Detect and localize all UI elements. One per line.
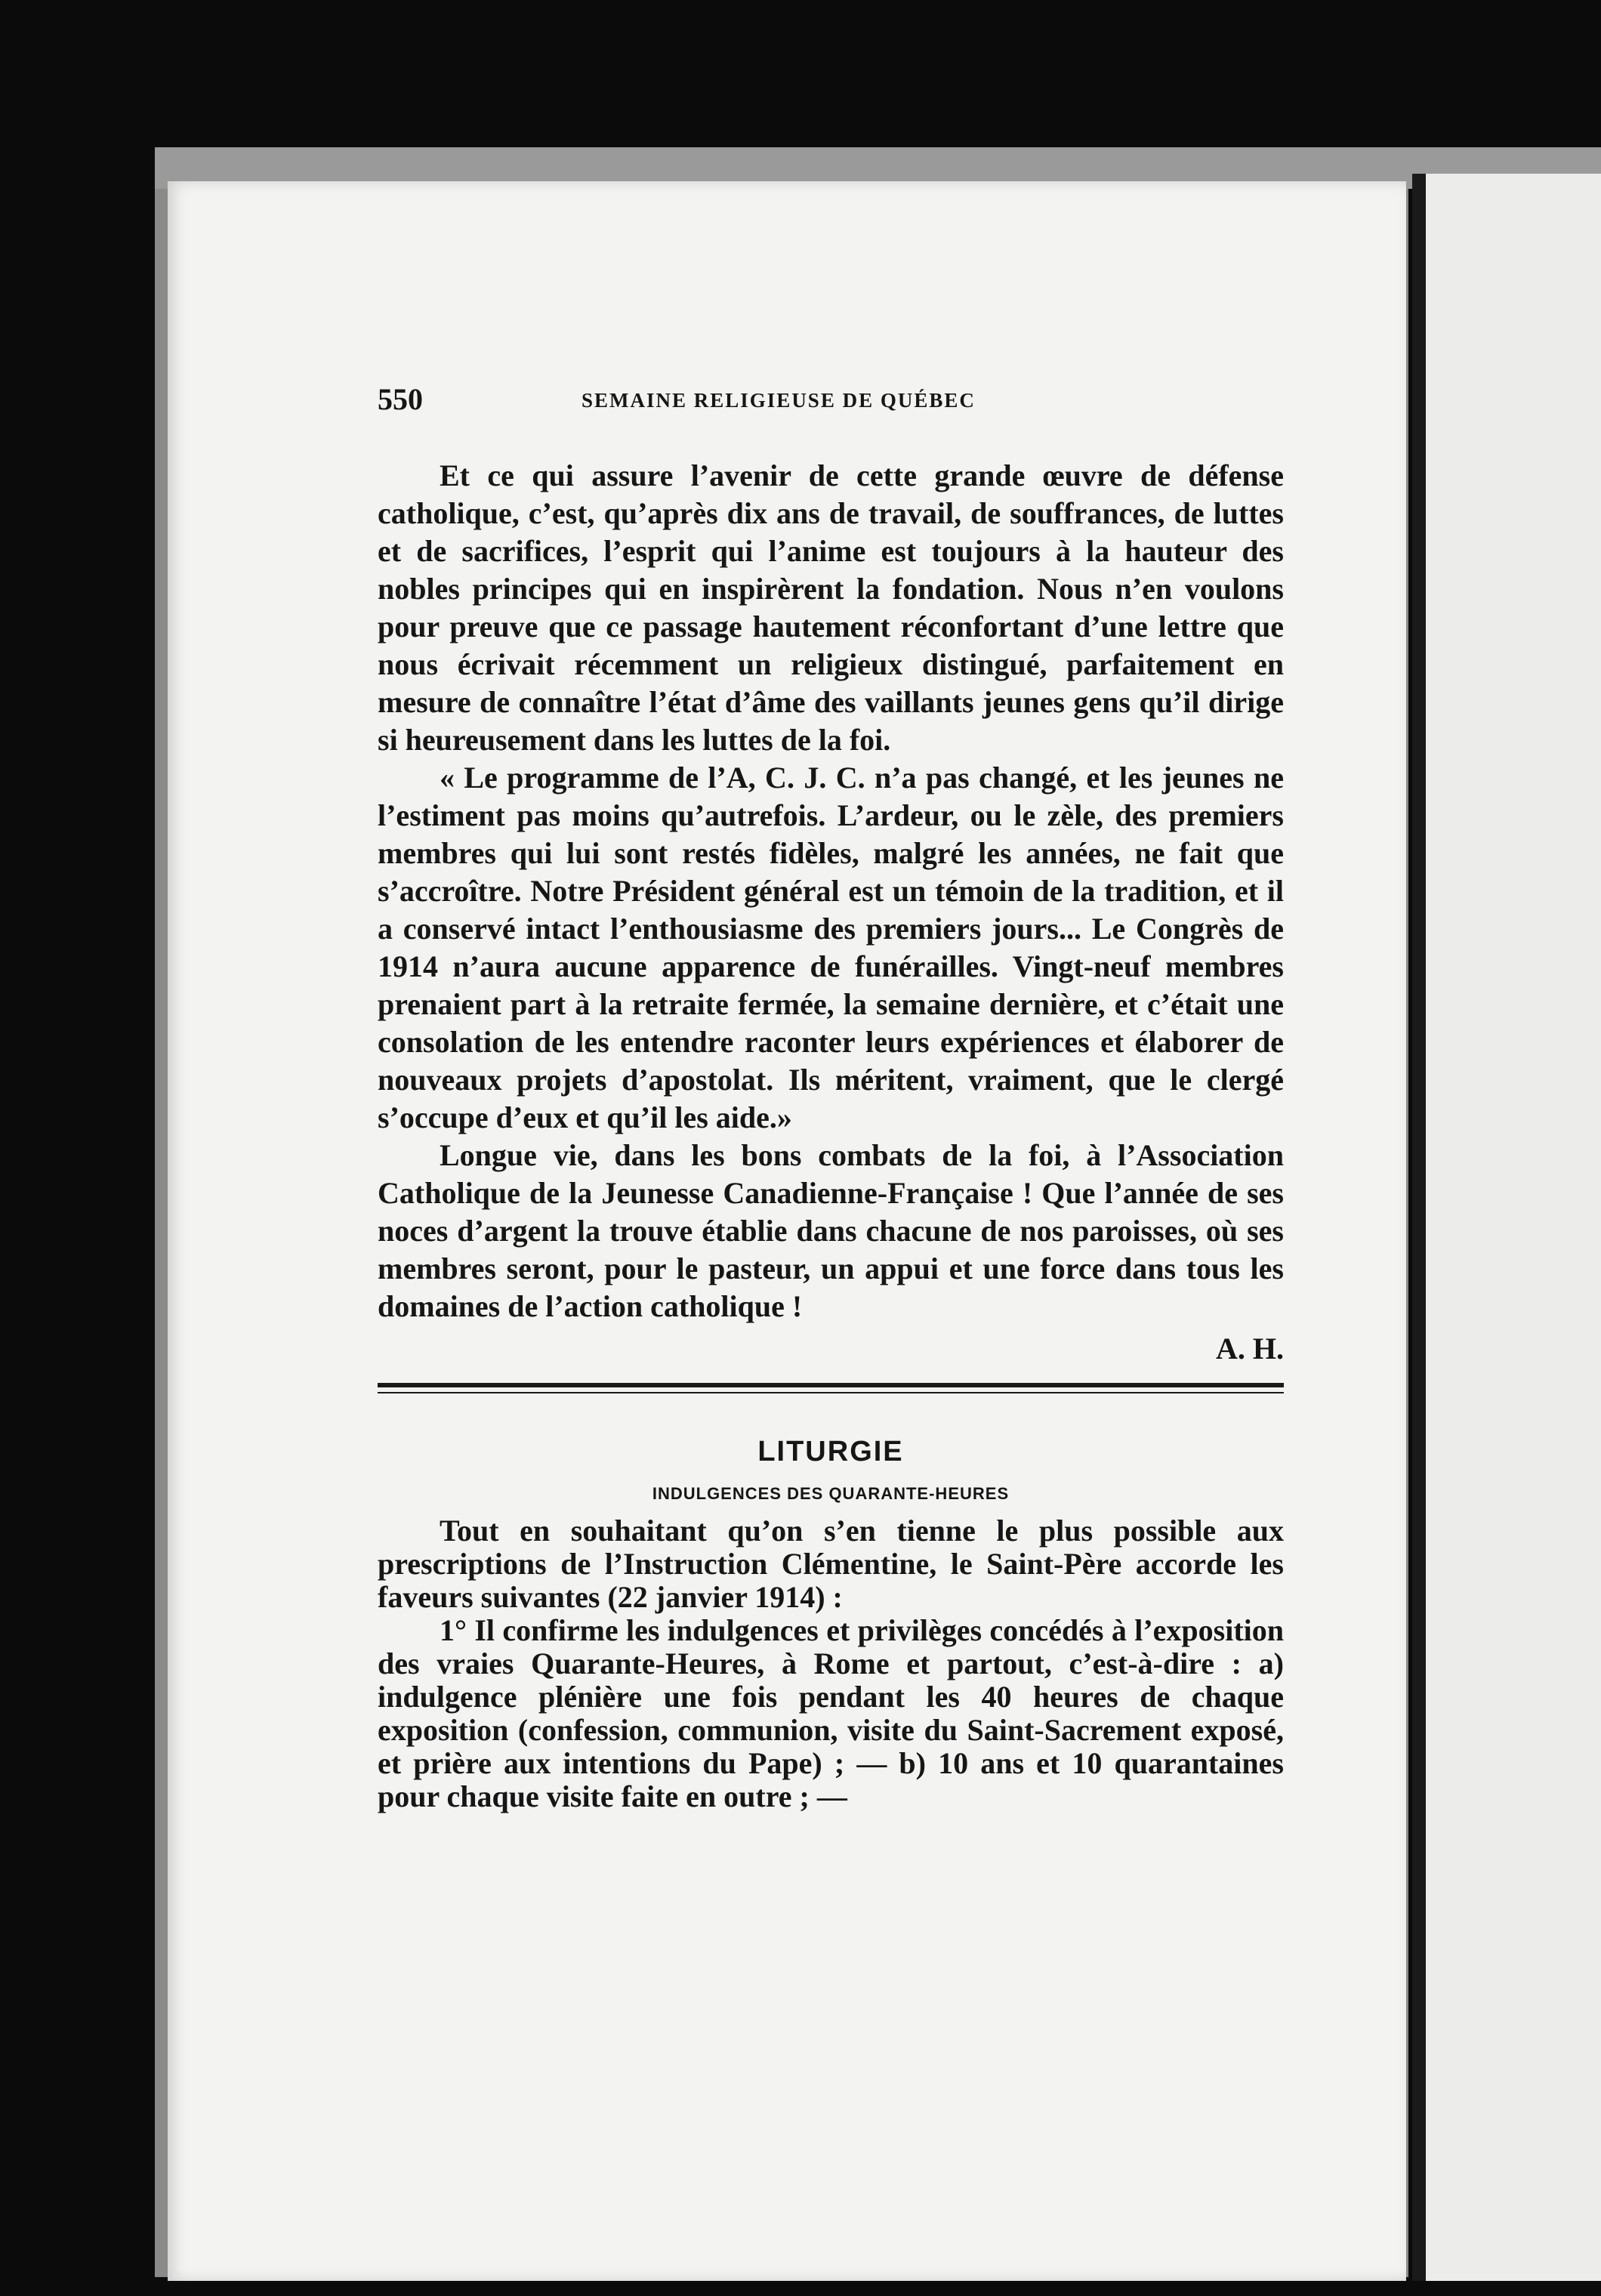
page-header <box>378 381 1284 427</box>
section-divider <box>378 1383 1284 1387</box>
article-body <box>378 457 1284 1813</box>
page-number: 550 <box>378 382 423 416</box>
article-paragraph: Et ce qui assure l’avenir de cette grande œuvre de défense catholique, c’est, qu’après dix ans de travail, de souffrances, de luttes et de sacrifices, l’esprit qui l’anime est toujours à la hauteur des nobles principes qui en inspirèrent la fondation. Nous n’en voulons pour preuve que ce passage hautement réconfortant d’une lettre que nous écrivait récemment un religieux distingué, parfaitement en mesure de connaître l’état d’âme des vaillants jeunes gens qu’il dirige si heureusement dans les luttes de la foi. <box>378 458 1284 757</box>
liturgie-paragraph: Tout en souhaitant qu’on s’en tienne le plus possible aux prescriptions de l’Instruction Clémentine, le Saint-Père accorde les faveurs suivantes (22 janvier 1914) : <box>378 1514 1284 1614</box>
article-paragraph: Longue vie, dans les bons combats de la foi, à l’Association Catholique de la Jeunesse Canadienne-Française ! Que l’année de ses noces d’argent la trouve établie dans chacune de nos paroisses, où ses membres seront, pour le pasteur, un appui et une force dans tous les domaines de l’action catholique ! <box>378 1138 1284 1323</box>
section-divider-thin <box>378 1392 1284 1393</box>
liturgie-paragraph: 1° Il confirme les indulgences et privilèges concédés à l’exposition des vraies Quarante-Heures, à Rome et partout, c’est-à-dire : a) indulgence plénière une fois pendant les 40 heures de chaque exposition (confession, communion, visite du Saint-Sacrement exposé, et prière aux intentions du Pape) ; — b) 10 ans et 10 quarantaines pour chaque visite faite en outre ; — <box>378 1613 1284 1813</box>
running-title: SEMAINE RELIGIEUSE DE QUÉBEC <box>581 389 976 412</box>
section-title: LITURGIE <box>757 1436 904 1467</box>
article-signature: A. H. <box>1216 1332 1284 1366</box>
section-subtitle: INDULGENCES DES QUARANTE-HEURES <box>652 1484 1010 1503</box>
adjacent-page-edge <box>1412 174 1601 2281</box>
article-paragraph: « Le programme de l’A, C. J. C. n’a pas changé, et les jeunes ne l’estiment pas moins qu’autrefois. L’ardeur, ou le zèle, des premiers membres qui lui sont restés fidèles, malgré les années, ne fait que s’accroître. Notre Président général est un témoin de la tradition, et il a conservé intact l’enthousiasme des premiers jours... Le Congrès de 1914 n’aura aucune apparence de funérailles. Vingt-neuf membres prenaient part à la retraite fermée, la semaine dernière, et c’était une consolation de les entendre raconter leurs expériences et élaborer de nouveaux projets d’apostolat. Ils méritent, vraiment, que le clergé s’occupe d’eux et qu’il les aide.» <box>378 761 1284 1134</box>
